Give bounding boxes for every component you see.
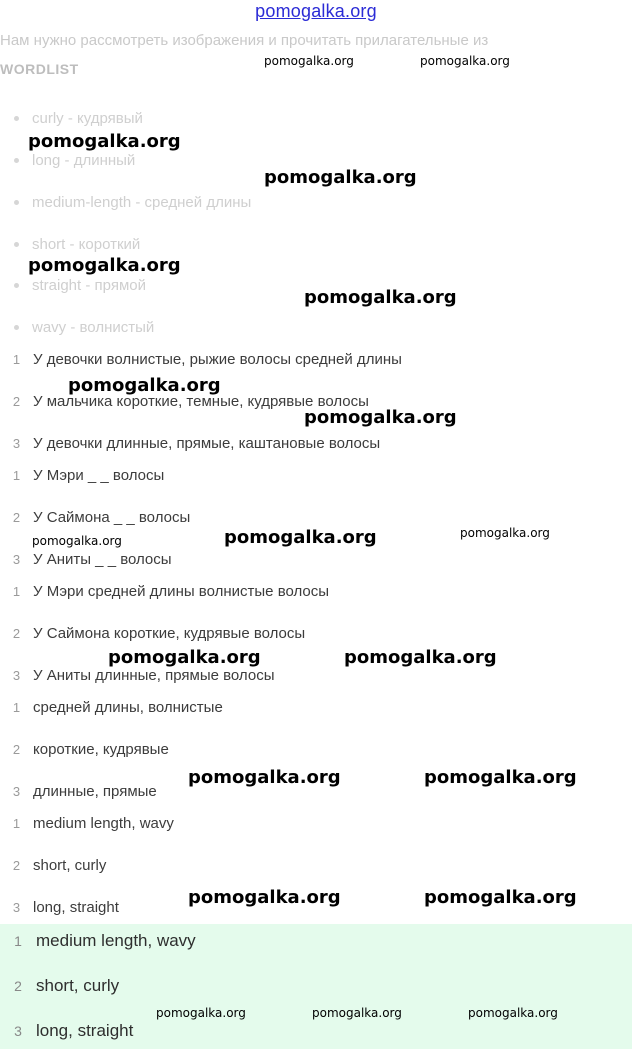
watermark: pomogalka.org: [156, 1006, 246, 1020]
item-number: 2: [12, 742, 21, 757]
item-text: У Саймона короткие, кудрявые волосы: [33, 625, 306, 642]
bullet-dot-icon: [14, 325, 19, 330]
watermark: pomogalka.org: [344, 647, 497, 668]
item-text: короткие, кудрявые: [33, 741, 169, 758]
bullet-dot-icon: [14, 200, 19, 205]
item-number: 3: [12, 668, 21, 683]
watermark: pomogalka.org: [468, 1006, 558, 1020]
item-text: medium length, wavy: [36, 931, 196, 950]
item-number: 1: [12, 700, 21, 715]
wordlist-item: [14, 152, 135, 169]
watermark: pomogalka.org: [188, 887, 341, 908]
wordlist-item-text: short - короткий: [32, 236, 141, 253]
item-number: 2: [12, 626, 21, 641]
item-number: 3: [14, 1023, 22, 1039]
item-number: 1: [12, 468, 21, 483]
answer-box: [0, 924, 632, 1049]
watermark: pomogalka.org: [264, 167, 417, 188]
item-number: 2: [14, 978, 22, 994]
item-text: short, curly: [33, 857, 107, 874]
wordlist-item-text: wavy - волнистый: [32, 319, 155, 336]
item-text: long, straight: [33, 899, 119, 916]
wordlist-item-text: straight - прямой: [32, 277, 146, 294]
item-text: У Мэри средней длины волнистые волосы: [33, 583, 330, 600]
item-text: medium length, wavy: [33, 815, 174, 832]
watermark: pomogalka.org: [304, 287, 457, 308]
list-item: [0, 509, 190, 527]
watermark: pomogalka.org: [460, 526, 550, 540]
wordlist-title: WORDLIST: [0, 61, 79, 77]
wordlist-item: [14, 236, 140, 253]
item-text: У Аниты _ _ волосы: [33, 551, 172, 568]
answer-item: [0, 931, 196, 951]
watermark: pomogalka.org: [188, 767, 341, 788]
item-number: 1: [12, 816, 21, 831]
item-text: У Саймона _ _ волосы: [33, 509, 191, 526]
list-item: [0, 899, 119, 917]
intro-text: Нам нужно рассмотреть изображения и прочитать прилагательные из: [0, 32, 489, 49]
watermark: pomogalka.org: [420, 54, 510, 68]
watermark: pomogalka.org: [424, 887, 577, 908]
watermark: pomogalka.org: [264, 54, 354, 68]
item-number: 1: [12, 352, 21, 367]
item-number: 3: [12, 784, 21, 799]
watermark: pomogalka.org: [68, 375, 221, 396]
list-item: [0, 435, 380, 453]
list-item: [0, 699, 223, 717]
item-text: длинные, прямые: [33, 783, 157, 800]
watermark: pomogalka.org: [28, 131, 181, 152]
list-item: [0, 783, 157, 801]
wordlist-item-text: medium-length - средней длины: [32, 194, 252, 211]
item-number: 3: [12, 436, 21, 451]
wordlist-item-text: long - длинный: [32, 152, 136, 169]
item-text: средней длины, волнистые: [33, 699, 223, 716]
watermark: pomogalka.org: [32, 534, 122, 548]
list-item: [0, 667, 274, 685]
item-number: 1: [14, 933, 22, 949]
item-number: 3: [12, 900, 21, 915]
item-number: 1: [12, 584, 21, 599]
watermark: pomogalka.org: [424, 767, 577, 788]
item-text: long, straight: [36, 1021, 134, 1040]
wordlist-item: [14, 277, 146, 294]
answer-item: [0, 1021, 133, 1041]
item-number: 2: [12, 858, 21, 873]
list-item: [0, 467, 164, 485]
list-item: [0, 351, 402, 369]
site-link[interactable]: pomogalka.org: [255, 1, 377, 21]
bullet-dot-icon: [14, 158, 19, 163]
list-item: [0, 625, 305, 643]
watermark: pomogalka.org: [28, 255, 181, 276]
item-number: 2: [12, 394, 21, 409]
watermark: pomogalka.org: [312, 1006, 402, 1020]
bullet-dot-icon: [14, 242, 19, 247]
wordlist-item-text: curly - кудрявый: [32, 110, 143, 127]
list-item: [0, 551, 172, 569]
wordlist-item: [14, 110, 143, 127]
watermark: pomogalka.org: [224, 527, 377, 548]
item-text: У девочки длинные, прямые, каштановые волосы: [33, 435, 381, 452]
item-text: У Мэри _ _ волосы: [33, 467, 165, 484]
list-item: [0, 741, 169, 759]
wordlist-item: [14, 194, 251, 211]
list-item: [0, 583, 329, 601]
list-item: [0, 857, 106, 875]
item-text: У Аниты длинные, прямые волосы: [33, 667, 275, 684]
item-text: short, curly: [36, 976, 120, 995]
wordlist-item: [14, 319, 154, 336]
item-number: 2: [12, 510, 21, 525]
list-item: [0, 815, 174, 833]
item-text: У девочки волнистые, рыжие волосы средней длины: [33, 351, 402, 368]
item-number: 3: [12, 552, 21, 567]
answer-item: [0, 976, 119, 996]
watermark: pomogalka.org: [304, 407, 457, 428]
watermark: pomogalka.org: [108, 647, 261, 668]
item-text: У мальчика короткие, темные, кудрявые волосы: [33, 393, 369, 410]
bullet-dot-icon: [14, 283, 19, 288]
bullet-dot-icon: [14, 116, 19, 121]
